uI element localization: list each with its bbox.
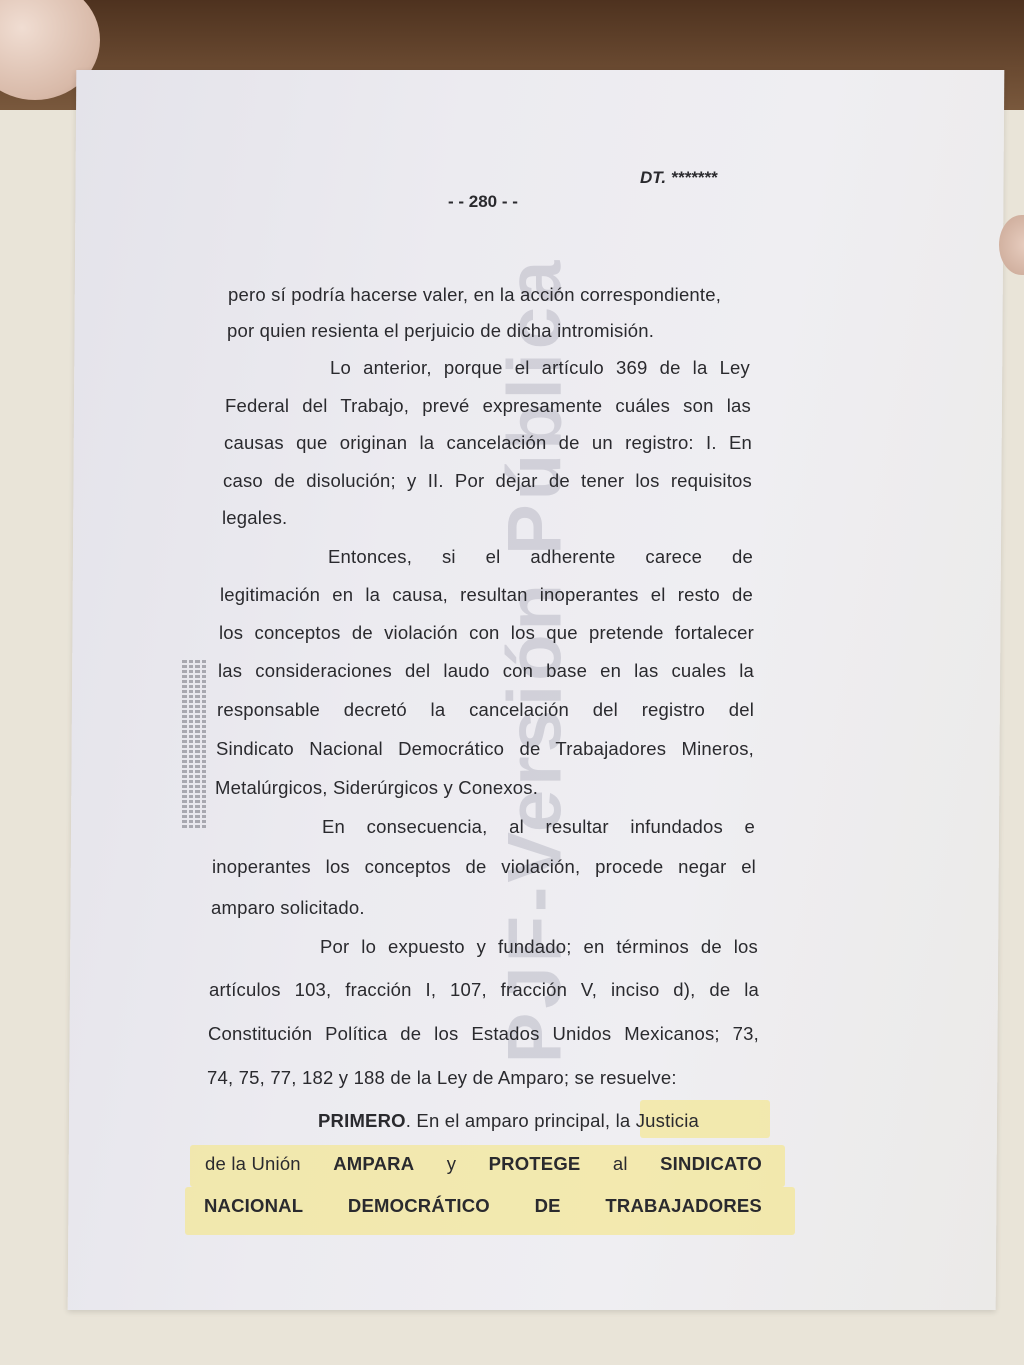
resolution-word: NACIONAL (204, 1195, 304, 1216)
watermark-text: PJF-Versión Pública (492, 256, 578, 1064)
resolution-line-2 (205, 1153, 762, 1175)
electronic-signature-stamp (182, 660, 206, 830)
resolution-word: y (446, 1153, 457, 1174)
resolution-word: DEMOCRÁTICO (347, 1195, 490, 1216)
text-line: Sindicato Nacional Democrático de Trabajadores Mineros, (216, 738, 754, 759)
resolution-line-3 (204, 1195, 762, 1217)
resolution-word: al (612, 1153, 628, 1174)
page-number: - - 280 - - (448, 192, 518, 211)
text-line: por quien resienta el perjuicio de dicha intromisión. (227, 320, 655, 341)
text-line: 74, 75, 77, 182 y 188 de la Ley de Amparo; se resuelve: (207, 1067, 677, 1088)
resolution-word: SINDICATO (660, 1153, 762, 1174)
document-code: DT. ******* (640, 168, 718, 187)
resolution-word: DE (534, 1195, 561, 1216)
resolution-word: de la Unión (205, 1153, 301, 1174)
resolution-word: TRABAJADORES (605, 1195, 762, 1216)
text-line: legales. (222, 507, 288, 528)
text-line: caso de disolución; y II. Por dejar de tener los requisitos (223, 470, 752, 491)
text-line: En consecuencia, al resultar infundados e (322, 816, 755, 837)
resolution-line-1 (318, 1110, 760, 1132)
text-line: amparo solicitado. (211, 897, 365, 918)
text-line: Por lo expuesto y fundado; en términos de los (320, 936, 758, 957)
text-line: pero sí podría hacerse valer, en la acción correspondiente, (228, 284, 722, 305)
text-line: Federal del Trabajo, prevé expresamente cuáles son las (225, 395, 751, 416)
text-line: inoperantes los conceptos de violación, procede negar el (212, 856, 756, 877)
text-line: Entonces, si el adherente carece de (328, 546, 753, 567)
resolution-word: AMPARA (333, 1153, 415, 1174)
text-line: legitimación en la causa, resultan inoperantes el resto de (220, 584, 753, 605)
primero-label: PRIMERO (318, 1110, 406, 1131)
text-line: las consideraciones del laudo con base en las cuales la (218, 660, 754, 681)
text-line: Constitución Política de los Estados Unidos Mexicanos; 73, (208, 1023, 759, 1044)
text-line: Metalúrgicos, Siderúrgicos y Conexos. (215, 777, 539, 798)
primero-text: . En el amparo principal, la Justicia (405, 1110, 700, 1131)
text-line: causas que originan la cancelación de un registro: I. En (224, 432, 752, 453)
text-line: Lo anterior, porque el artículo 369 de la Ley (330, 357, 750, 378)
text-line: responsable decretó la cancelación del registro del (217, 699, 754, 720)
text-line: los conceptos de violación con los que pretende fortalecer (219, 622, 754, 643)
text-line: artículos 103, fracción I, 107, fracción V, inciso d), de la (209, 979, 759, 1000)
resolution-word: PROTEGE (488, 1153, 581, 1174)
